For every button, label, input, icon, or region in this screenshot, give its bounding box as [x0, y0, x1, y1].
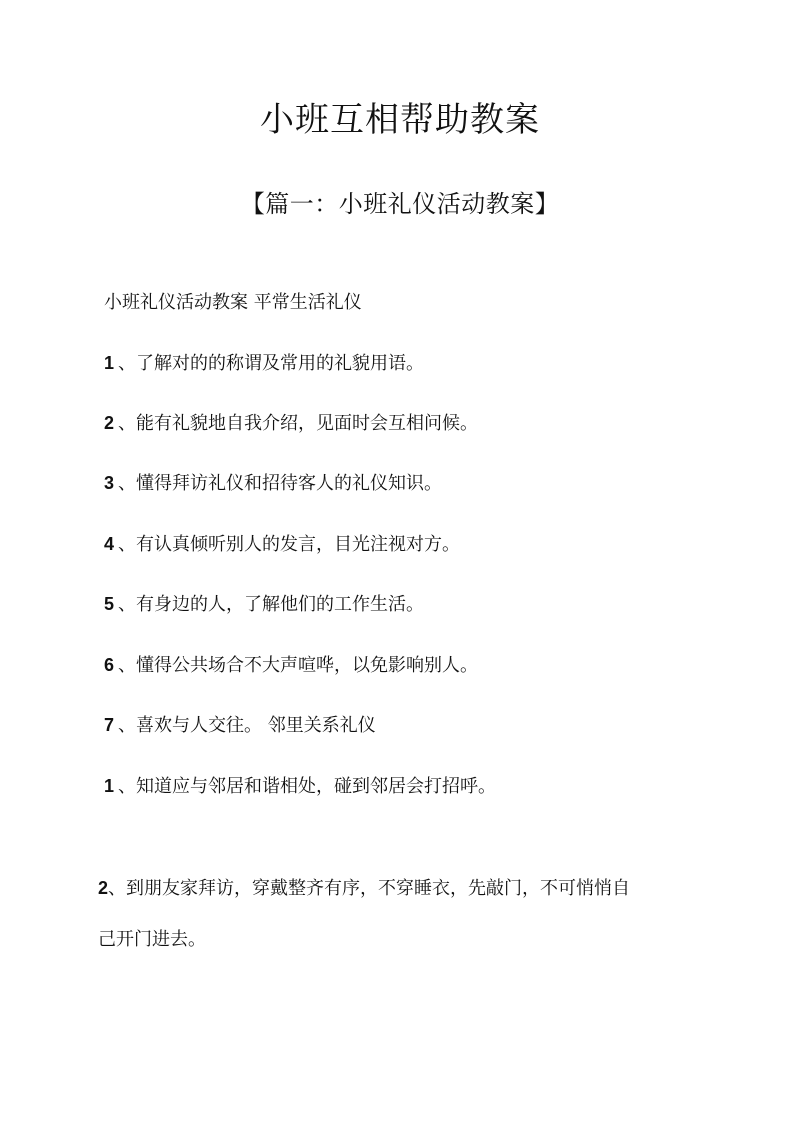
- intro-paragraph: 小班礼仪活动教案 平常生活礼仪: [104, 292, 362, 313]
- item-text: 了解对的的称谓及常用的礼貌用语。: [136, 353, 425, 374]
- list-item: [104, 469, 442, 498]
- document-title: 小班互相帮助教案: [260, 100, 540, 140]
- item-text-line-2: 己开门进去。: [98, 929, 206, 950]
- list-item: [104, 651, 478, 680]
- item-separator: 、: [118, 353, 137, 374]
- item-separator: 、: [118, 413, 137, 434]
- list-item: [104, 590, 424, 619]
- list-item: [104, 349, 424, 378]
- item-number: 2: [98, 878, 109, 898]
- item-number: 1: [104, 353, 115, 373]
- item-number: 7: [104, 715, 115, 735]
- item-number: 6: [104, 655, 115, 675]
- list-item: [104, 711, 376, 740]
- document-subtitle: 【篇一：小班礼仪活动教案】: [240, 190, 560, 218]
- item-separator: 、: [118, 473, 137, 494]
- item-text: 懂得公共场合不大声喧哗，以免影响别人。: [136, 655, 479, 676]
- item-separator: 、: [118, 594, 137, 615]
- item-separator: 、: [108, 878, 127, 899]
- list-item-multiline: [98, 874, 630, 903]
- item-number: 1: [104, 776, 115, 796]
- list-item: [104, 409, 478, 438]
- item-number: 5: [104, 594, 115, 614]
- item-text: 知道应与邻居和谐相处，碰到邻居会打招呼。: [136, 776, 497, 797]
- item-text-line-1: 到朋友家拜访，穿戴整齐有序，不穿睡衣，先敲门，不可悄悄自: [126, 878, 631, 899]
- item-text: 懂得拜访礼仪和招待客人的礼仪知识。: [136, 473, 443, 494]
- item-separator: 、: [118, 776, 137, 797]
- item-text: 有身边的人，了解他们的工作生活。: [136, 594, 425, 615]
- item-number: 2: [104, 413, 115, 433]
- item-number: 4: [104, 534, 115, 554]
- item-separator: 、: [118, 534, 137, 555]
- item-text: 有认真倾听别人的发言，目光注视对方。: [136, 534, 461, 555]
- item-text: 喜欢与人交往。 邻里关系礼仪: [136, 715, 376, 736]
- item-separator: 、: [118, 715, 137, 736]
- list-item: [104, 530, 460, 559]
- item-text: 能有礼貌地自我介绍，见面时会互相问候。: [136, 413, 479, 434]
- list-item: [104, 772, 496, 801]
- item-number: 3: [104, 473, 115, 493]
- item-separator: 、: [118, 655, 137, 676]
